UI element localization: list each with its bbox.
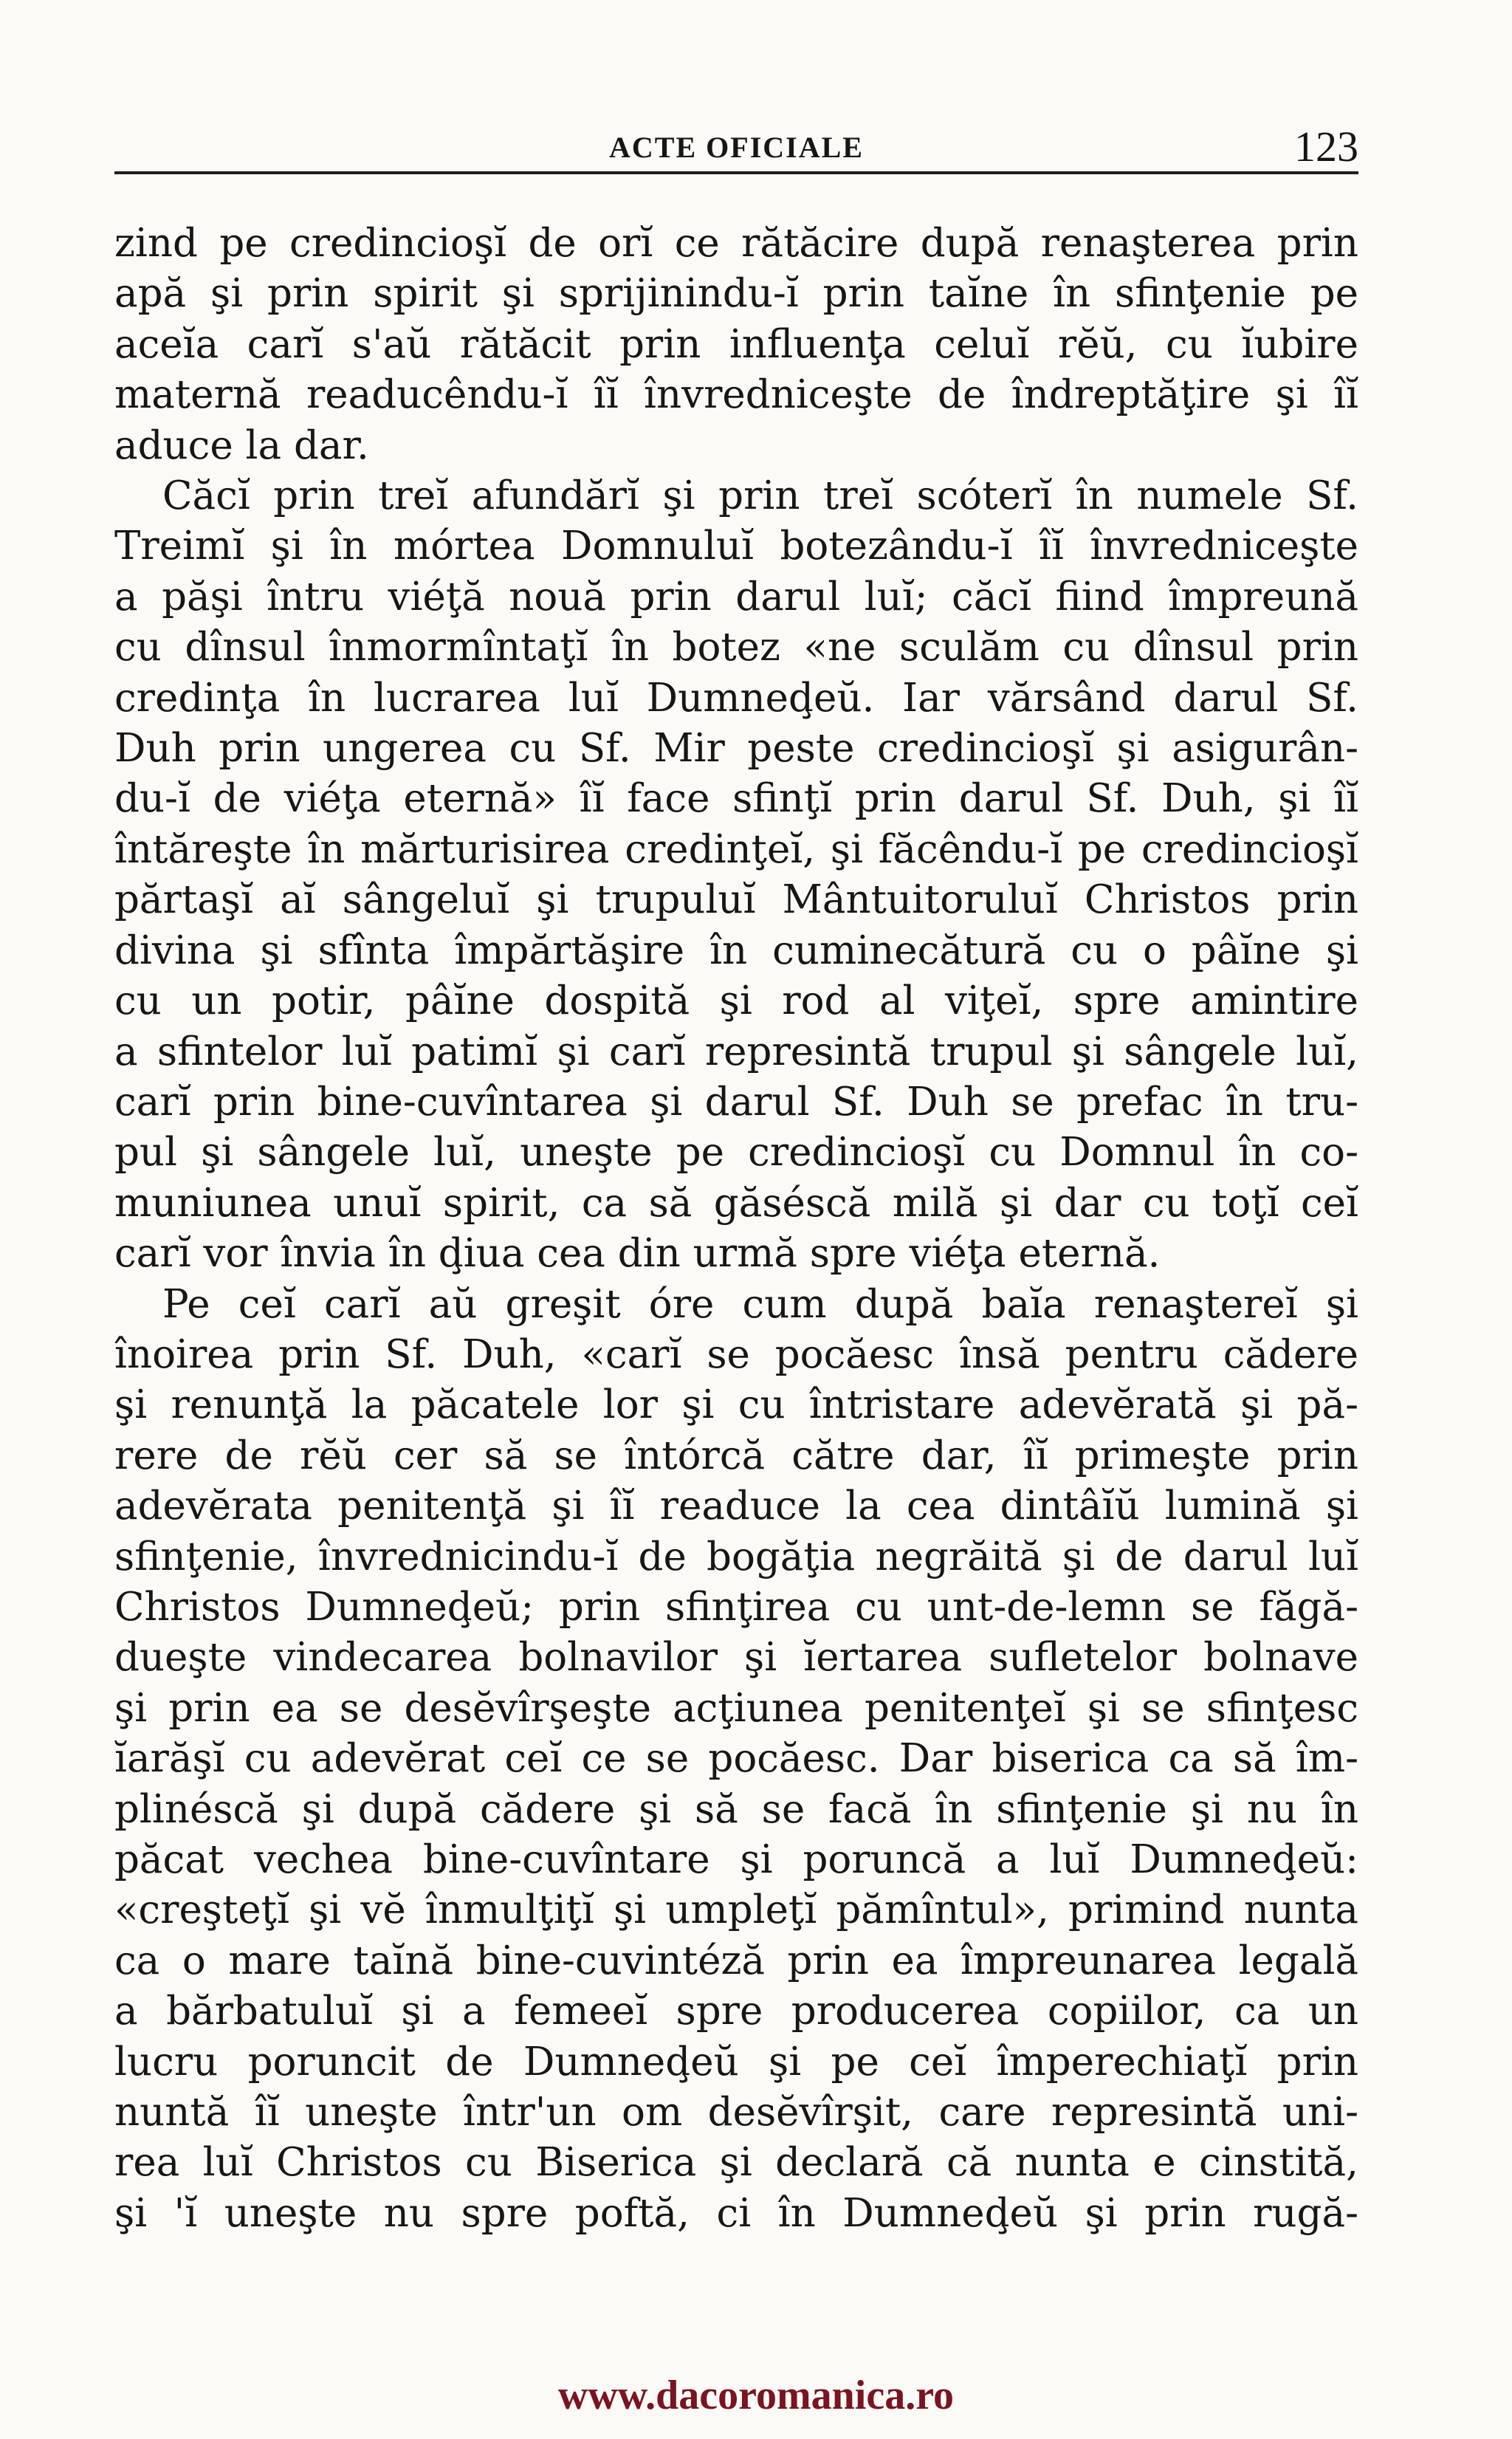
text-line: ca o mare taĭnă bine-cuvintéză prin ea împreunarea legală [114,1938,1358,1983]
text-line: a sfintelor luĭ patimĭ şi carĭ represintă trupul şi sângele luĭ, [114,1029,1358,1074]
text-line: credinţa în lucrarea luĭ Dumneḑeŭ. Iar vărsând darul Sf. [114,675,1358,721]
text-line: rea luĭ Christos cu Biserica şi declară că nunta e cinstită, [114,2140,1358,2186]
text-line: ĭarăşĭ cu adevĕrat ceĭ ce se pocăesc. Dar biserica ca să îm- [114,1736,1358,1782]
source-watermark: www.dacoromanica.ro [557,2373,955,2418]
text-line: a bărbatuluĭ şi a femeeĭ spre producerea copiilor, ca un [114,1989,1358,2034]
text-line: păcat vechea bine-cuvîntare şi poruncă a luĭ Dumneḑeŭ: [114,1837,1358,1882]
text-line: pul şi sângele luĭ, uneşte pe credincioşĭ cu Domnul în co- [114,1130,1358,1176]
text-line: du-ĭ de viéţa eternă» îĭ face sfinţĭ prin darul Sf. Duh, şi îĭ [114,776,1358,822]
text-line: părtaşĭ aĭ sângeluĭ şi trupuluĭ Mântuitoruluĭ Christos prin [114,877,1358,923]
text-line: Christos Dumneḑeŭ; prin sfinţirea cu unt-de-lemn se făgă- [114,1584,1358,1630]
text-line: şi prin ea se desĕvîrşeşte acţiunea penitenţeĭ şi se sfinţesc [114,1685,1358,1731]
text-line: apă şi prin spirit şi sprijinindu-ĭ prin taĭne în sfinţenie pe [114,271,1358,317]
paragraph-1 [114,219,1358,471]
text-line: rere de rĕŭ cer să se întórcă către dar, îĭ primeşte prin [114,1433,1358,1478]
paragraph-3 [114,1280,1358,2240]
text-line: a păşi întru viéţă nouă prin darul luĭ; căcĭ fiind împreună [114,574,1358,620]
text-line: dueşte vindecarea bolnavilor şi ĭertarea sufletelor bolnave [114,1635,1358,1681]
text-line: înoirea prin Sf. Duh, «carĭ se pocăesc însă pentru cădere [114,1331,1358,1377]
text-line: plinéscă şi după cădere şi să se facă în sfinţenie şi nu în [114,1786,1358,1832]
text-line: aduce la dar. [114,422,369,468]
text-line: Căcĭ prin treĭ afundărĭ şi prin treĭ scóterĭ în numele Sf. [162,473,1358,519]
text-line: adevĕrata penitenţă şi îĭ readuce la cea dintâĭŭ lumină şi [114,1483,1358,1529]
text-line: Pe ceĭ carĭ aŭ greşit óre cum după baĭa renaştereĭ şi [162,1281,1358,1327]
text-line: şi renunţă la păcatele lor şi cu întristare adevĕrată şi pă- [114,1382,1358,1428]
text-line: sfinţenie, învrednicindu-ĭ de bogăţia negrăită şi de darul luĭ [114,1534,1358,1579]
text-line: carĭ prin bine-cuvîntarea şi darul Sf. Duh se prefac în tru- [114,1079,1358,1125]
text-line: lucru poruncit de Dumneḑeŭ şi pe ceĭ împerechiaţĭ prin [114,2039,1358,2085]
text-line: nuntă îĭ uneşte într'un om desĕvîrşit, care represintă uni- [114,2090,1358,2136]
text-line: carĭ vor învia în ḑiua cea din urmă spre viéţa eternă. [114,1231,1161,1277]
text-line: şi 'ĭ uneşte nu spre poftă, ci în Dumneḑeŭ şi prin rugă- [114,2190,1358,2236]
text-line: muniunea unuĭ spirit, ca să găséscă milă şi dar cu toţĭ ceĭ [114,1180,1358,1226]
text-line: cu dînsul înmormîntaţĭ în botez «ne sculăm cu dînsul prin [114,625,1358,670]
text-line: Duh prin ungerea cu Sf. Mir peste credincioşĭ şi asigurân- [114,726,1358,772]
text-line: maternă readucêndu-ĭ îĭ învredniceşte de îndreptăţire şi îĭ [114,372,1358,418]
text-line: cu un potir, pâĭne dospită şi rod al viţeĭ, spre amintire [114,978,1358,1024]
text-line: zind pe credincioşĭ de orĭ ce rătăcire după renaşterea prin [114,221,1358,266]
book-page [114,123,1358,2239]
text-line: întăreşte în mărturisirea credinţeĭ, şi făcêndu-ĭ pe credincioşĭ [114,826,1358,872]
running-head: ACTE OFICIALE [609,131,864,164]
text-line: aceĭa carĭ s'aŭ rătăcit prin influenţa celuĭ rĕŭ, cu ĭubire [114,321,1358,367]
page-header [114,123,1358,174]
text-line: Treimĭ şi în mórtea Domnuluĭ botezându-ĭ îĭ învredniceşte [114,524,1358,569]
page-number: 123 [1294,123,1358,171]
body-text [114,219,1358,2239]
paragraph-2 [114,471,1358,1280]
text-line: divina şi sfînta împărtăşire în cuminecătură cu o pâĭne şi [114,927,1358,973]
text-line: «creşteţĭ şi vĕ înmulţiţĭ şi umpleţĭ pămîntul», primind nunta [114,1887,1358,1933]
